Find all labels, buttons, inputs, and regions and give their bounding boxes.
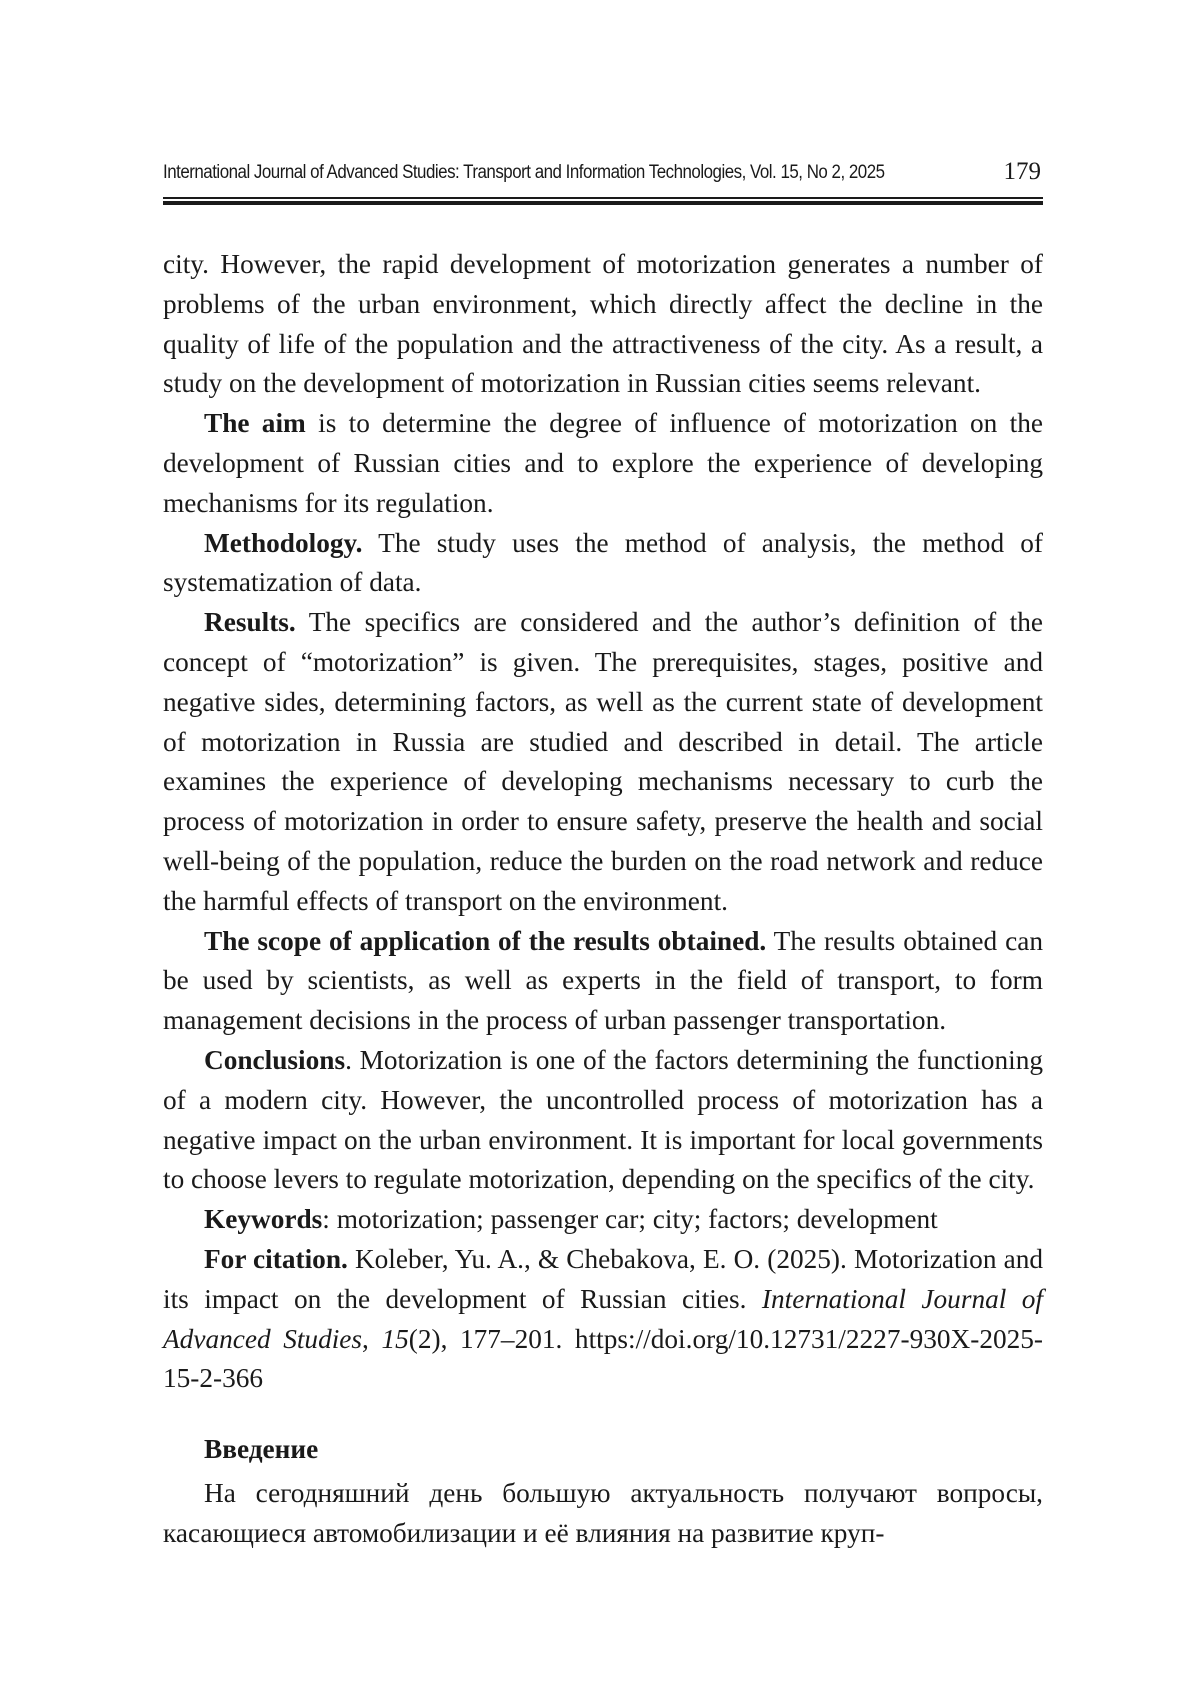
citation-separator: , [362, 1323, 382, 1354]
results-paragraph [163, 603, 1043, 921]
conclusions-paragraph [163, 1041, 1043, 1200]
methodology-text: The study uses the method of analysis, the method of systematization of data. [163, 527, 1043, 598]
header-rule-thin [163, 197, 1043, 199]
citation-volume: 15 [381, 1323, 409, 1354]
running-header [163, 158, 1043, 194]
citation-doi: (2), 177–201. https://doi.org/10.12731/2227-930X-2025-15-2-366 [163, 1323, 1043, 1394]
keywords-text: : motorization; passenger car; city; factors; development [322, 1204, 938, 1235]
introduction-heading: Введение [204, 1434, 319, 1464]
citation-paragraph [163, 1240, 1043, 1399]
methodology-label: Methodology. [204, 527, 363, 558]
scope-text: The results obtained can be used by scientists, as well as experts in the field of transport, to form management decisions in the process of urban passenger transportation. [163, 925, 1043, 1036]
citation-label: For citation. [204, 1243, 348, 1274]
keywords-label: Keywords [204, 1204, 323, 1235]
results-label: Results. [204, 607, 296, 638]
header-rule-thick [163, 201, 1043, 205]
introduction-section [163, 1430, 1043, 1553]
scope-label: The scope of application of the results obtained. [204, 925, 767, 956]
keywords-paragraph [163, 1200, 1043, 1240]
conclusions-text: . Motorization is one of the factors determining the functioning of a modern city. However, the uncontrolled process of motorization has a negative impact on the urban environment. It is important for local governments to choose levers to regulate motorization, depending on the specifics of the city. [163, 1044, 1043, 1195]
aim-label: The aim [204, 408, 306, 439]
methodology-paragraph [163, 524, 1043, 604]
introduction-text: На сегодняшний день большую актуальность получают вопросы, касающиеся автомобилизации и её влияния на развитие круп- [163, 1477, 1043, 1548]
results-text: The specifics are considered and the author’s definition of the concept of “motorization” is given. The prerequisites, stages, positive and negative sides, determining factors, as well as the current state of development of motorization in Russia are studied and described in detail. The article examines the experience of developing mechanisms necessary to curb the process of motorization in order to ensure safety, preserve the health and social well-being of the population, reduce the burden on the road network and reduce the harmful effects of transport on the environment. [163, 607, 1043, 916]
page-number: 179 [1003, 158, 1041, 185]
abstract-continuation: city. However, the rapid development of motorization generates a number of problems of the urban environment, which directly affect the decline in the quality of life of the population and the attractiveness of the city. As a result, a study on the development of motorization in Russian cities seems relevant. [163, 249, 1043, 399]
scope-paragraph [163, 922, 1043, 1041]
aim-paragraph [163, 404, 1043, 523]
citation-authors: Koleber, Yu. A., & Chebakova, E. O. (2025). Motorization and its impact on the development of Russian cities. [163, 1243, 1043, 1314]
conclusions-label: Conclusions [204, 1044, 346, 1075]
abstract [163, 245, 1043, 1399]
journal-title: International Journal of Advanced Studies: Transport and Information Technologies, Vol. 15, No 2, 2025 [163, 162, 885, 183]
aim-text: is to determine the degree of influence of motorization on the development of Russian cities and to explore the experience of developing mechanisms for its regulation. [163, 408, 1043, 518]
citation-journal: International Journal of Advanced Studies [163, 1283, 1044, 1354]
